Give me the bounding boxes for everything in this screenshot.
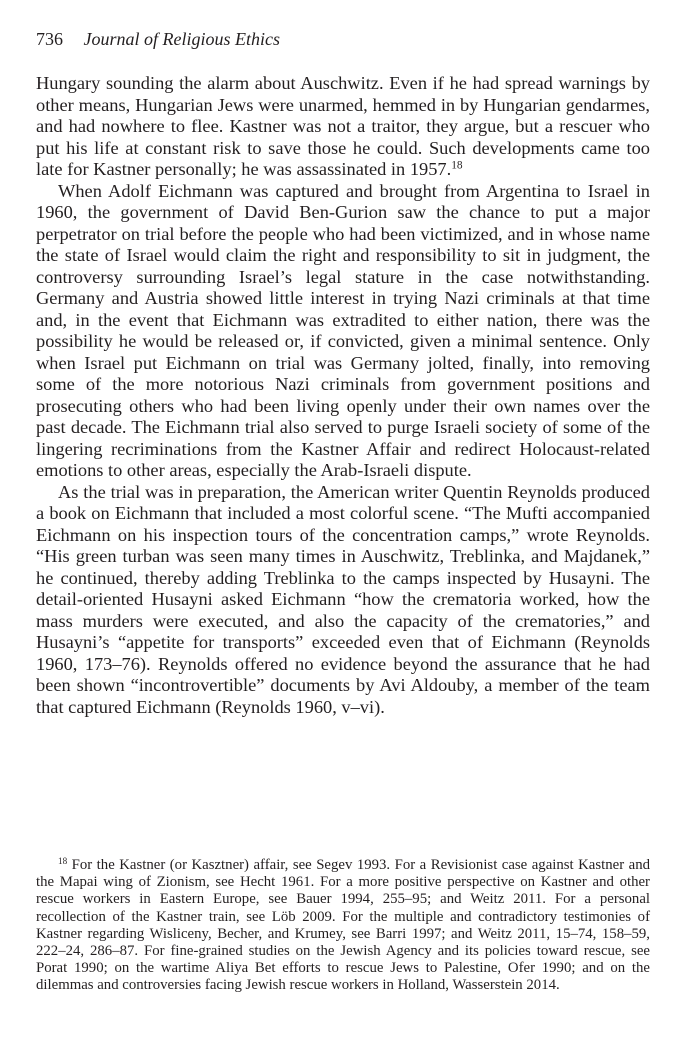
journal-title: Journal of Religious Ethics [83,29,280,49]
footnote [36,857,650,995]
paragraph-1-text: Hungary sounding the alarm about Auschwitz. Even if he had spread warnings by other means, Hungarian Jews were unarmed, hemmed in by Hungarian gendarmes, and had nowhere to flee. Kastner was not a traitor, they argue, but a rescuer who put his life at constant risk to save those he could. Such developments came too late for Kastner personally; he was assassinated in 1957. [36,73,650,179]
footnote-18 [36,857,650,995]
running-header [36,27,650,51]
page-number: 736 [36,29,63,49]
paragraph-2: When Adolf Eichmann was captured and brought from Argentina to Israel in 1960, the government of David Ben-Gurion saw the chance to put a major perpetrator on trial before the people who had been victimized, and in whose name the state of Israel would claim the right and responsibility to sit in judgment, the controversy surrounding Israel’s legal stature in the case notwithstanding. Germany and Austria showed little interest in trying Nazi criminals at that time and, in the event that Eichmann was extradited to either nation, there was the possibility he would be released or, if convicted, given a minimal sentence. Only when Israel put Eichmann on trial was Germany jolted, finally, into removing some of the more notorious Nazi criminals from government positions and prosecuting others who had been living openly under their own names over the past decade. The Eichmann trial also served to purge Israeli society of some of the lingering recriminations from the Kastner Affair and redirect Holocaust-related emotions to other areas, especially the Arab-Israeli dispute. [36,180,650,480]
main-text [36,73,650,718]
footnote-reference: 18 [451,159,463,172]
paragraph-3: As the trial was in preparation, the American writer Quentin Reynolds produced a book on Eichmann that included a most colorful scene. “The Mufti accompanied Eichmann on his inspection tours of the concentration camps,” wrote Reynolds. “His green turban was seen many times in Auschwitz, Treblinka, and Majdanek,” he continued, thereby adding Treblinka to the camps inspected by Husayni. The detail-oriented Husayni asked Eichmann “how the crematoria worked, how the mass murders were executed, and also the capacity of the crematories,” and Husayni’s “appetite for transports” exceeded even that of Eichmann (Reynolds 1960, 173–76). Reynolds offered no evidence beyond the assurance that he had been shown “incontrovertible” documents by Avi Aldouby, a member of the team that captured Eichmann (Reynolds 1960, v–vi). [36,481,650,717]
footnote-text: For the Kastner (or Kasztner) affair, see Segev 1993. For a Revisionist case against Kastner and the Mapai wing of Zionism, see Hecht 1961. For a more positive perspective on Kastner and other rescue workers in Eastern Europe, see Bauer 1994, 255–95; and Weitz 2011. For a personal recollection of the Kastner train, see Löb 2009. For the multiple and contradictory testimonies of Kastner regarding Wisliceny, Becher, and Krumey, see Barri 1997; and Weitz 2011, 15–74, 158–59, 222–24, 286–87. For fine-grained studies on the Jewish Agency and its policies toward rescue, see Porat 1990; on the wartime Aliya Bet efforts to rescue Jews to Palestine, Ofer 1990; and on the dilemmas and controversies facing Jewish rescue workers in Holland, Wasserstein 2014. [36,857,650,994]
paragraph-1 [36,73,650,181]
footnote-number: 18 [58,855,68,866]
